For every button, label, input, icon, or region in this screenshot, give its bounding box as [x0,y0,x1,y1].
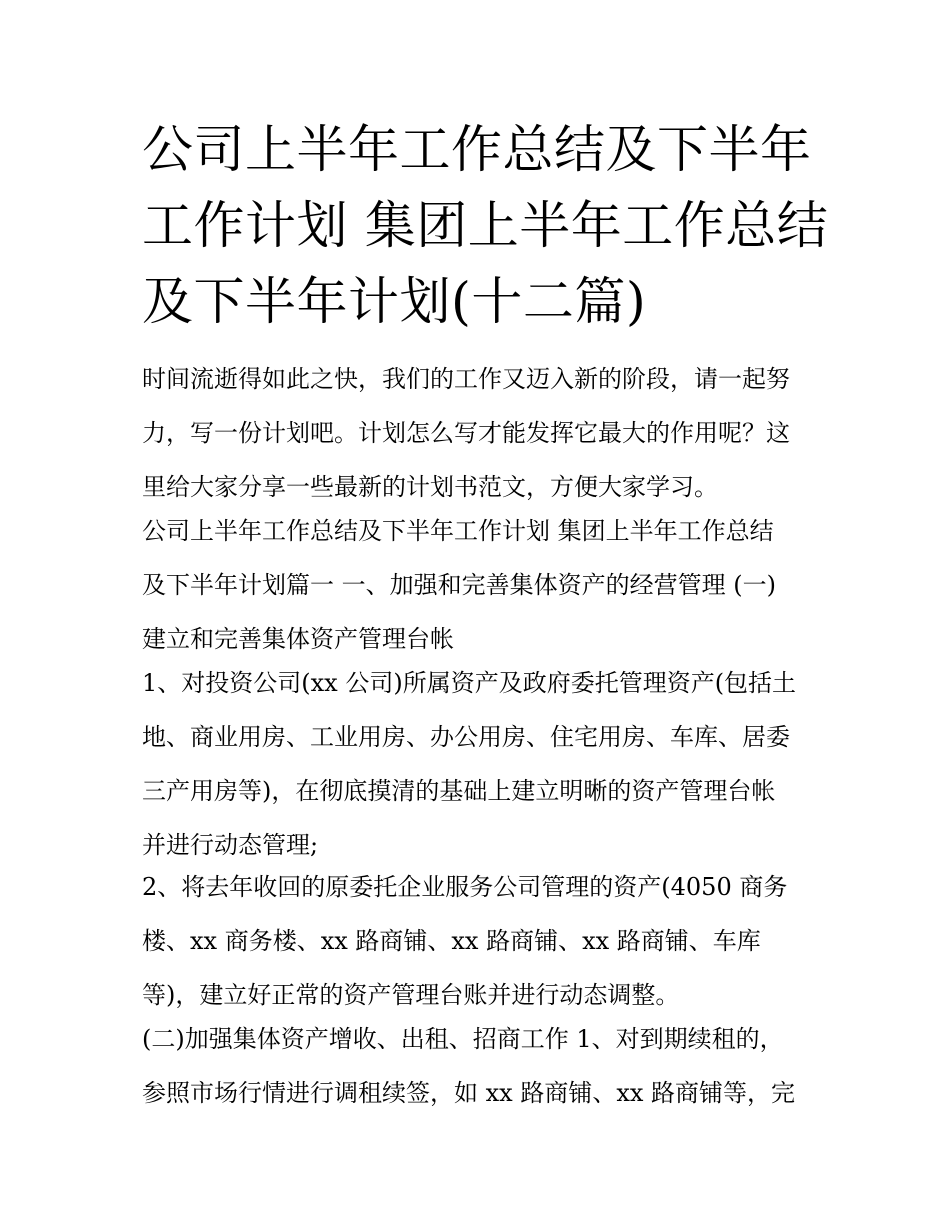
intro-paragraph [142,352,832,514]
text-line: 公司上半年工作总结及下半年工作计划 集团上半年工作总结 [142,517,774,545]
text-line: 等)，建立好正常的资产管理台账并进行动态调整。 [142,981,680,1009]
text-line: 2、将去年收回的原委托企业服务公司管理的资产(4050 商务 [142,873,788,901]
text-line: 建立和完善集体资产管理台帐 [142,625,454,653]
item-1-paragraph [142,656,832,872]
document-title [142,113,829,341]
text-line: 力，写一份计划吧。计划怎么写才能发挥它最大的作用呢？这 [142,419,790,447]
title-line: 工作计划 集团上半年工作总结 [142,197,829,256]
text-line: 参照市场行情进行调租续签，如 xx 路商铺、xx 路商铺等，完 [142,1079,796,1107]
title-line: 及下半年计划(十二篇) [142,273,647,332]
title-line: 公司上半年工作总结及下半年 [142,121,812,180]
text-line: 三产用房等)，在彻底摸清的基础上建立明晰的资产管理台帐 [142,777,776,805]
text-line: 地、商业用房、工业用房、办公用房、住宅用房、车库、居委 [142,723,790,751]
text-line: 里给大家分享一些最新的计划书范文，方便大家学习。 [142,473,718,501]
section-heading-paragraph [142,504,832,666]
text-line: 1、对投资公司(xx 公司)所属资产及政府委托管理资产(包括土 [142,669,797,697]
text-line: 时间流逝得如此之快，我们的工作又迈入新的阶段，请一起努 [142,365,790,393]
item-3-paragraph [142,1012,832,1120]
item-2-paragraph [142,860,832,1022]
text-line: 及下半年计划篇一 一、加强和完善集体资产的经营管理 (一) [142,571,776,599]
text-line: 并进行动态管理; [142,831,319,859]
text-line: (二)加强集体资产增收、出租、招商工作 1、对到期续租的， [142,1025,784,1053]
text-line: 楼、xx 商务楼、xx 路商铺、xx 路商铺、xx 路商铺、车库 [142,927,761,955]
